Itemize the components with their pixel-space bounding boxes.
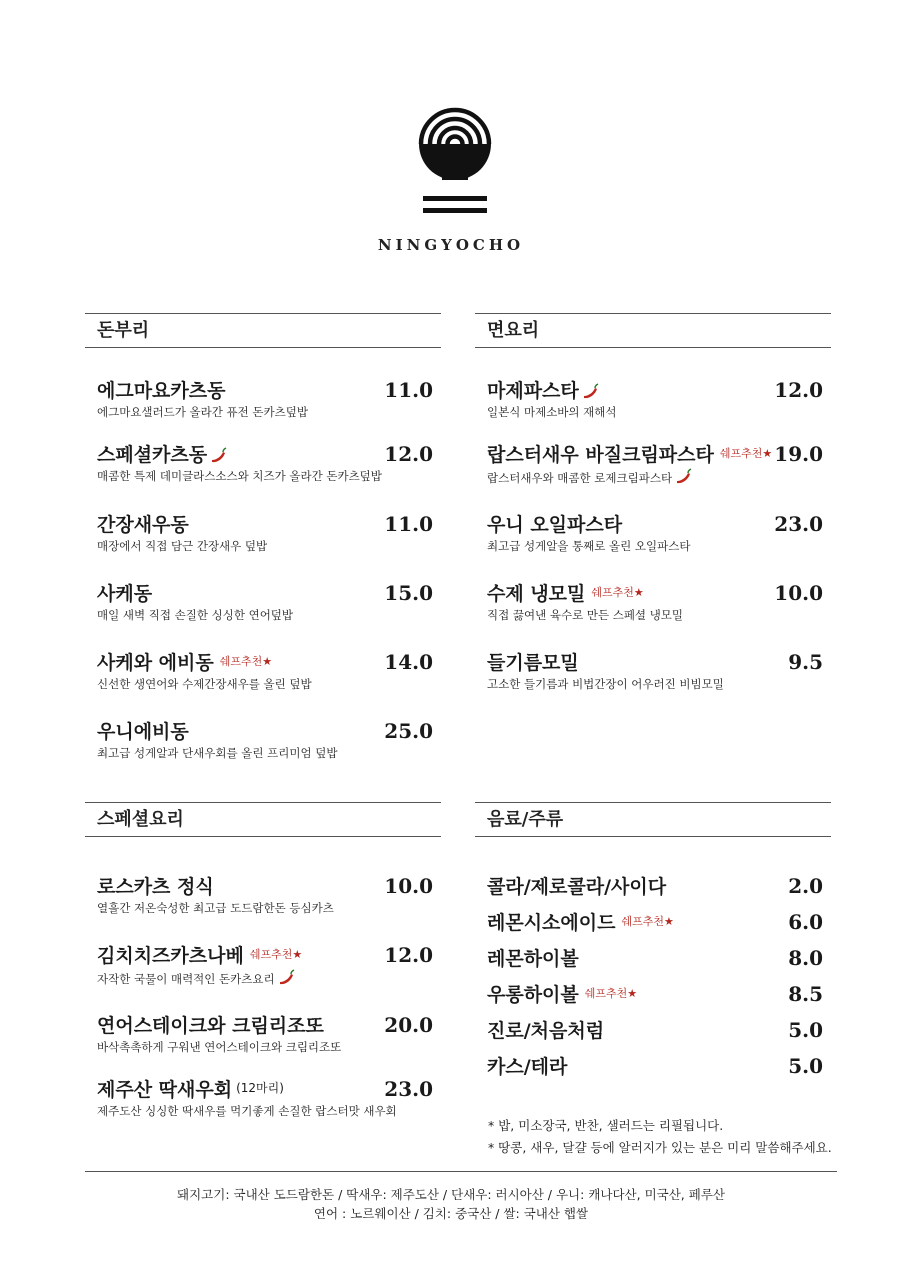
- item-desc: 고소한 들기름과 비법간장이 어우러진 비빔모밀: [487, 677, 724, 691]
- note-refill: * 밥, 미소장국, 반찬, 샐러드는 리필됩니다.: [488, 1118, 724, 1133]
- item-price: 10.0: [384, 874, 433, 898]
- item-price: 11.0: [384, 512, 433, 536]
- item-name: 랍스터새우 바질크림파스타 $^{쉐프추천★}$: [487, 444, 773, 466]
- item-name: 사케동: [97, 583, 153, 605]
- item-desc: 자작한 국물이 매력적인 돈카츠요리: [97, 969, 295, 987]
- origin-line-1: 돼지고기: 국내산 도드람한돈 / 딱새우: 제주도산 / 단새우: 러시아산 / 우니: 캐나다산, 미국산, 페루산: [177, 1187, 725, 1202]
- item-name: 수제 냉모밀 $^{쉐프추천★}$: [487, 583, 644, 605]
- item-price: 14.0: [384, 650, 433, 674]
- item-name-suffix: (12마리): [236, 1081, 284, 1095]
- item-price: 8.0: [788, 946, 823, 970]
- item-name: 우롱하이볼 $^{쉐프추천★}$: [487, 984, 638, 1006]
- chef-recommend-badge: 쉐프추천★: [219, 655, 273, 668]
- item-price: 25.0: [384, 719, 433, 743]
- notes: [488, 1115, 832, 1159]
- section-special: [85, 802, 441, 1132]
- item-desc: 신선한 생연어와 수제간장새우를 올린 덮밥: [97, 677, 312, 691]
- item-desc: 최고급 성게알과 단새우회를 올린 프리미엄 덮밥: [97, 746, 338, 760]
- item-price: 19.0: [774, 442, 823, 466]
- item-name: 레몬하이볼: [487, 948, 579, 970]
- item-desc: 바삭촉촉하게 구워낸 연어스테이크와 크림리조또: [97, 1040, 342, 1054]
- chili-pepper-icon: [277, 969, 295, 985]
- section-drinks: [475, 802, 831, 1082]
- section-title: 음료/주류: [475, 802, 831, 837]
- item-desc: 직접 끓여낸 육수로 만든 스페셜 냉모밀: [487, 608, 684, 622]
- item-name: 로스카츠 정식: [97, 876, 214, 898]
- drink-item: [475, 1052, 831, 1082]
- item-desc: 랍스터새우와 매콤한 로제크림파스타: [487, 468, 692, 486]
- item-desc: 최고급 성게알을 통째로 올린 오일파스타: [487, 539, 691, 553]
- item-name: 연어스테이크와 크림리조또: [97, 1015, 324, 1037]
- item-desc: 일본식 마제소바의 재해석: [487, 405, 617, 419]
- section-title: 돈부리: [85, 313, 441, 348]
- drink-item: [475, 944, 831, 974]
- chili-pepper-icon: [674, 468, 692, 484]
- item-name: 간장새우동: [97, 514, 189, 536]
- item-price: 5.0: [788, 1054, 823, 1078]
- section-donburi: [85, 313, 441, 763]
- chef-recommend-badge: 쉐프추천★: [591, 586, 644, 599]
- item-name: 에그마요카츠동: [97, 380, 226, 402]
- footer-divider: [85, 1171, 837, 1172]
- item-desc: 매장에서 직접 담근 간장새우 덮밥: [97, 539, 268, 553]
- item-name: 들기름모밀: [487, 652, 579, 674]
- chef-recommend-badge: 쉐프추천★: [621, 915, 674, 928]
- drink-item: [475, 980, 831, 1010]
- drink-item: [475, 872, 831, 902]
- chef-recommend-badge: 쉐프추천★: [249, 948, 303, 961]
- origin-footer: [0, 1185, 902, 1223]
- item-desc: 매일 새벽 직접 손질한 싱싱한 연어덮밥: [97, 608, 294, 622]
- drink-item: [475, 1016, 831, 1046]
- item-price: 12.0: [384, 442, 433, 466]
- item-price: 2.0: [788, 874, 823, 898]
- origin-line-2: 연어 : 노르웨이산 / 김치: 중국산 / 쌀: 국내산 햅쌀: [313, 1206, 589, 1221]
- item-name: 스페셜카츠동: [97, 440, 227, 467]
- item-price: 23.0: [774, 512, 823, 536]
- item-price: 20.0: [384, 1013, 433, 1037]
- item-price: 8.5: [788, 982, 823, 1006]
- item-desc: 매콤한 특제 데미글라스소스와 치즈가 올라간 돈카츠덮밥: [97, 469, 382, 483]
- item-name: 우니에비동: [97, 721, 189, 743]
- section-title: 스페셜요리: [85, 802, 441, 837]
- drink-item: [475, 908, 831, 938]
- chili-pepper-icon: [209, 447, 227, 463]
- chili-pepper-icon: [581, 383, 599, 399]
- item-price: 10.0: [774, 581, 823, 605]
- item-price: 9.5: [788, 650, 823, 674]
- item-desc: 에그마요샐러드가 올라간 퓨전 돈카츠덮밥: [97, 405, 308, 419]
- item-price: 23.0: [384, 1077, 433, 1101]
- item-desc: 열흘간 저온숙성한 최고급 도드람한돈 등심카츠: [97, 901, 334, 915]
- item-price: 5.0: [788, 1018, 823, 1042]
- item-name: 카스/테라: [487, 1056, 568, 1078]
- item-price: 11.0: [384, 378, 433, 402]
- item-name: 제주산 딱새우회 $^{(12마리)}$: [97, 1079, 284, 1101]
- item-price: 6.0: [788, 910, 823, 934]
- item-price: 12.0: [384, 943, 433, 967]
- ramen-bowl-logo: [415, 104, 495, 219]
- item-price: 12.0: [774, 378, 823, 402]
- section-title: 면요리: [475, 313, 831, 348]
- chef-recommend-badge: 쉐프추천★: [719, 447, 773, 460]
- item-name: 진로/처음처럼: [487, 1020, 605, 1042]
- item-price: 15.0: [384, 581, 433, 605]
- item-name: 마제파스타: [487, 376, 599, 403]
- item-desc: 제주도산 싱싱한 딱새우를 먹기좋게 손질한 랍스터맛 새우회: [97, 1104, 397, 1118]
- item-name: 우니 오일파스타: [487, 514, 623, 536]
- brand-name: NINGYOCHO: [377, 236, 525, 254]
- item-name: 레몬시소에이드 $^{쉐프추천★}$: [487, 912, 674, 934]
- item-name: 콜라/제로콜라/사이다: [487, 876, 667, 898]
- section-noodles: [475, 313, 831, 713]
- note-allergy: * 땅콩, 새우, 달걀 등에 알러지가 있는 분은 미리 말씀해주세요.: [488, 1140, 832, 1155]
- item-name: 김치치즈카츠나베 $^{쉐프추천★}$: [97, 945, 303, 967]
- chef-recommend-badge: 쉐프추천★: [584, 987, 638, 1000]
- item-name: 사케와 에비동 $^{쉐프추천★}$: [97, 652, 273, 674]
